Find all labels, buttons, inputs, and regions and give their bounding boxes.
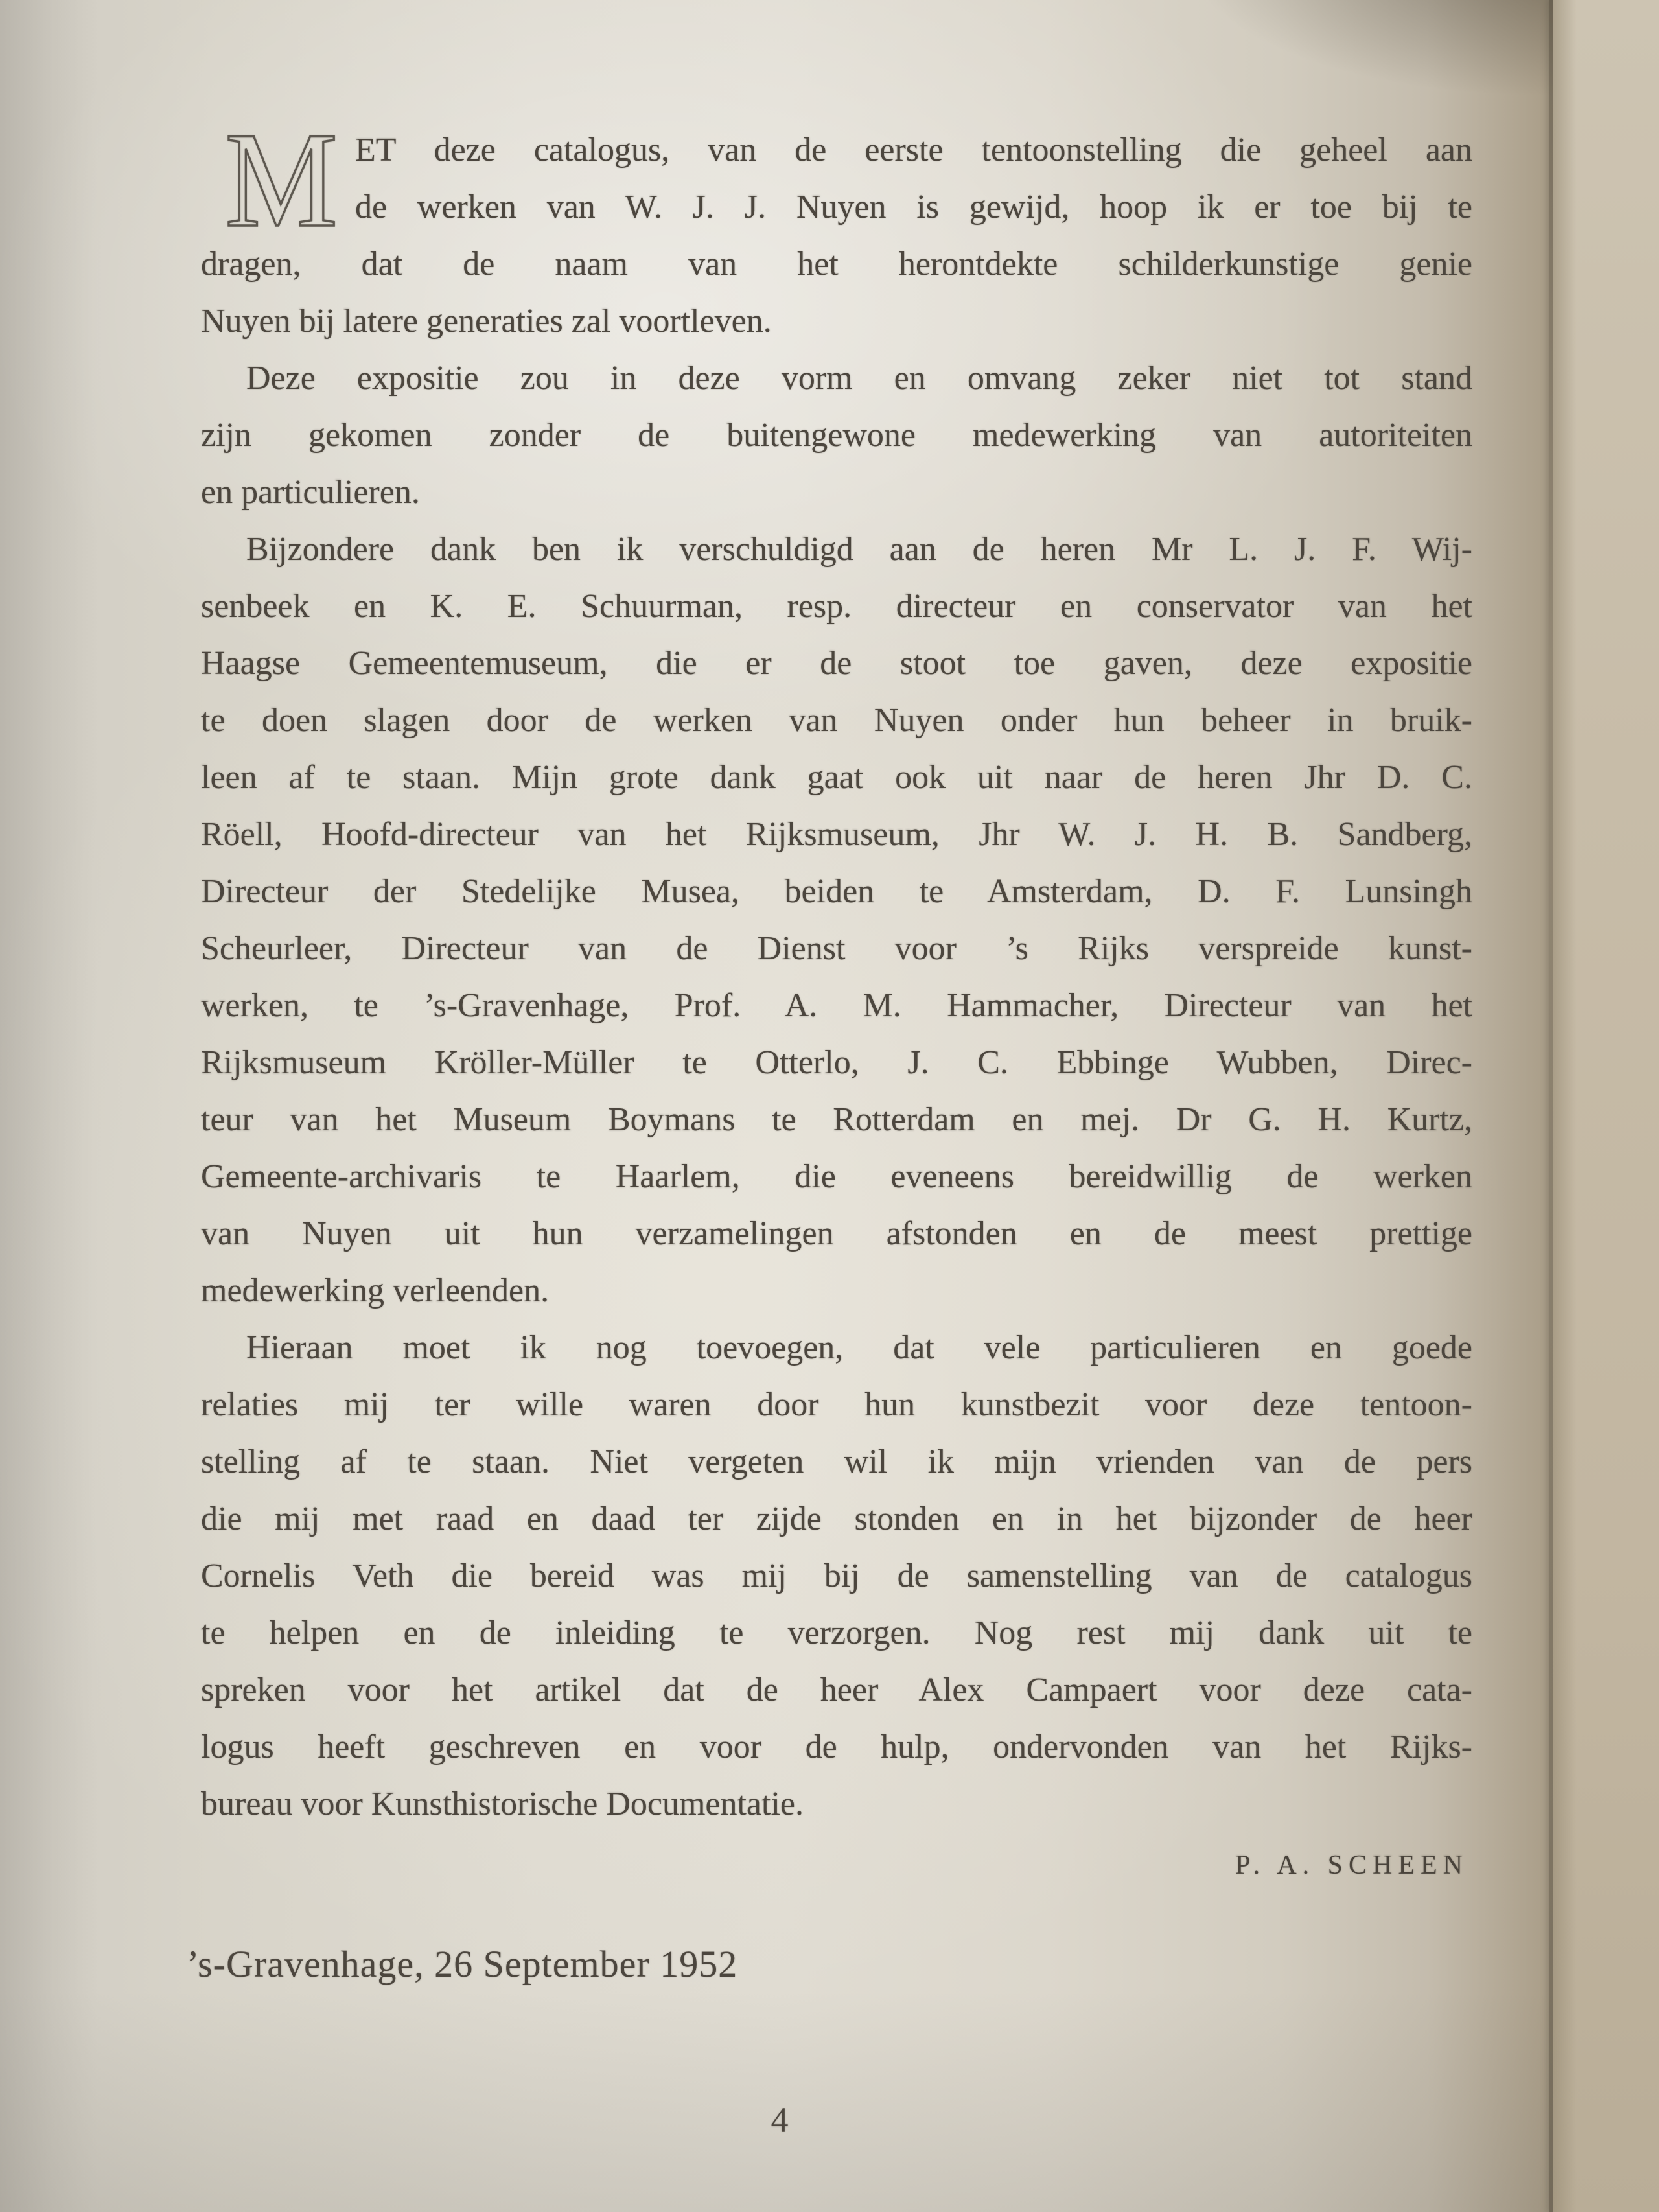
preface-text-block [187, 104, 1472, 2139]
text-line: ET deze catalogus, van de eerste tentoonstelling die geheel aan [355, 132, 1472, 169]
text-line: relaties mij ter wille waren door hun kunstbezit voor deze tentoon- [201, 1386, 1472, 1423]
text-line: Nuyen bij latere generaties zal voortleven. [201, 303, 772, 340]
paragraph [201, 104, 1472, 350]
page-left-edge-shadow [0, 0, 97, 2212]
text-line: de werken van W. J. J. Nuyen is gewijd, hoop ik er toe bij te [355, 189, 1472, 226]
text-line: Bijzondere dank ben ik verschuldigd aan de heren Mr L. J. F. Wij- [246, 531, 1472, 568]
text-line: werken, te ’s-Gravenhage, Prof. A. M. Hammacher, Directeur van het [201, 987, 1472, 1024]
text-line: Cornelis Veth die bereid was mij bij de samenstelling van de catalogus [201, 1557, 1472, 1594]
text-line: en particulieren. [201, 474, 420, 511]
text-line: teur van het Museum Boymans te Rotterdam en mej. Dr G. H. Kurtz, [201, 1101, 1472, 1138]
text-line: die mij met raad en daad ter zijde stonden en in het bijzonder de heer [201, 1500, 1472, 1537]
drop-cap-initial-M [219, 104, 346, 255]
text-line: Röell, Hoofd-directeur van het Rijksmuseum, Jhr W. J. H. B. Sandberg, [201, 816, 1472, 853]
adjacent-page-edge [1553, 0, 1659, 2212]
text-line: Rijksmuseum Kröller-Müller te Otterlo, J. C. Ebbinge Wubben, Direc- [201, 1044, 1472, 1081]
text-line: Haagse Gemeentemuseum, die er de stoot toe gaven, deze expositie [201, 645, 1472, 682]
text-line: Scheurleer, Directeur van de Dienst voor ’s Rijks verspreide kunst- [201, 930, 1472, 967]
author-signature: P. A. SCHEEN [1235, 1850, 1468, 1880]
page-fold-crease-line [1549, 0, 1553, 2212]
text-line: bureau voor Kunsthistorische Documentatie. [201, 1786, 804, 1822]
text-line: te doen slagen door de werken van Nuyen onder hun beheer in bruik- [201, 702, 1472, 739]
text-line: stelling af te staan. Niet vergeten wil ik mijn vrienden van de pers [201, 1443, 1472, 1480]
text-line: spreken voor het artikel dat de heer Alex Campaert voor deze cata- [201, 1671, 1472, 1708]
text-line: van Nuyen uit hun verzamelingen afstonden en de meest prettige [201, 1215, 1472, 1252]
text-line: dragen, dat de naam van het herontdekte schilderkunstige genie [201, 246, 1472, 283]
paragraph [201, 350, 1472, 521]
text-line: medewerking verleenden. [201, 1272, 550, 1309]
place-and-date-line: ’s-Gravenhage, 26 September 1952 [187, 1943, 738, 1985]
text-line: logus heeft geschreven en voor de hulp, ondervonden van het Rijks- [201, 1729, 1472, 1765]
text-line: senbeek en K. E. Schuurman, resp. directeur en conservator van het [201, 588, 1472, 625]
text-line: te helpen en de inleiding te verzorgen. Nog rest mij dank uit te [201, 1614, 1472, 1651]
page-number: 4 [771, 2101, 789, 2139]
text-line: leen af te staan. Mijn grote dank gaat ook uit naar de heren Jhr D. C. [201, 759, 1472, 796]
text-line: zijn gekomen zonder de buitengewone medewerking van autoriteiten [201, 417, 1472, 454]
paragraph [201, 1320, 1472, 1833]
text-line: Hieraan moet ik nog toevoegen, dat vele particulieren en goede [246, 1329, 1472, 1366]
text-line: Gemeente-archivaris te Haarlem, die eveneens bereidwillig de werken [201, 1158, 1472, 1195]
text-line: Directeur der Stedelijke Musea, beiden te Amsterdam, D. F. Lunsingh [201, 873, 1472, 910]
drop-cap-letter: M [225, 104, 338, 255]
paragraph [201, 521, 1472, 1320]
text-line: Deze expositie zou in deze vorm en omvang zeker niet tot stand [246, 360, 1472, 397]
